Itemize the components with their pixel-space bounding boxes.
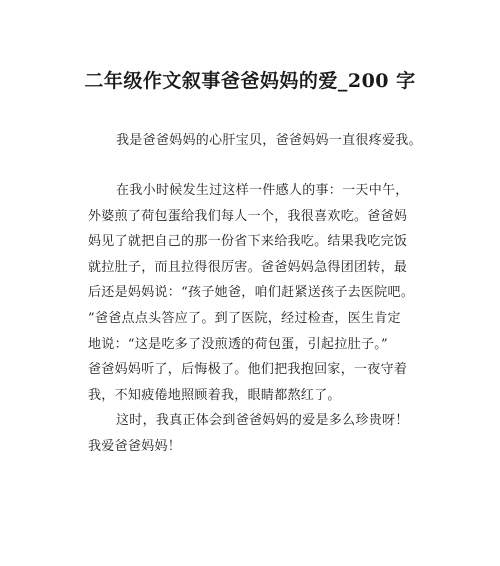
text-line: 外婆煎了荷包蛋给我们每人一个，我很喜欢吃。爸爸妈 bbox=[88, 208, 408, 224]
text-line: ”爸爸点点头答应了。到了医院，经过检查，医生肯定 bbox=[88, 310, 401, 326]
text-line: 地说：“这是吃多了没煎透的荷包蛋，引起拉肚子。” bbox=[88, 336, 388, 352]
text-line: 妈见了就把自己的那一份省下来给我吃。结果我吃完饭 bbox=[88, 234, 408, 250]
text-line: 爸爸妈妈听了，后悔极了。他们把我抱回家，一夜守着 bbox=[88, 362, 408, 378]
intro-paragraph bbox=[88, 128, 422, 154]
story-paragraph bbox=[88, 178, 418, 460]
text-line: 这时，我真正体会到爸爸妈妈的爱是多么珍贵呀！ bbox=[116, 413, 409, 429]
text-line: 在我小时候发生过这样一件感人的事：一天中午， bbox=[116, 183, 409, 198]
text-line: 就拉肚子，而且拉得很厉害。爸爸妈妈急得团团转，最 bbox=[88, 259, 408, 275]
document-title: 二年级作文叙事爸爸妈妈的爱_200 字 bbox=[84, 70, 416, 92]
intro-line: 我是爸爸妈妈的心肝宝贝，爸爸妈妈一直很疼爱我。 bbox=[116, 133, 422, 148]
text-line: 后还是妈妈说：“孩子她爸，咱们赶紧送孩子去医院吧。 bbox=[88, 285, 415, 301]
text-line: 我爱爸爸妈妈！ bbox=[88, 438, 182, 454]
text-line: 我，不知疲倦地照顾着我，眼睛都熬红了。 bbox=[88, 387, 341, 403]
